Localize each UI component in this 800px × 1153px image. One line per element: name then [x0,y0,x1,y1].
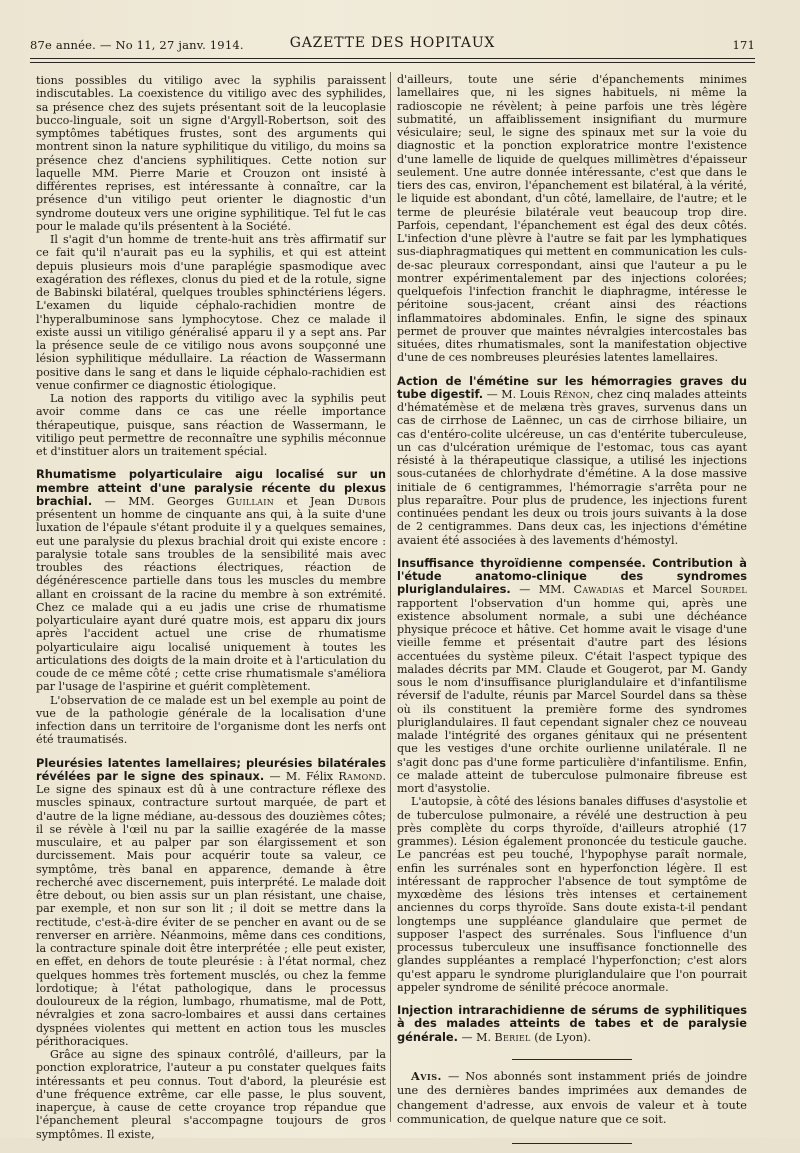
section-insuffisance-thyroidienne [397,557,747,796]
paragraph: Il s'agit d'un homme de trente-huit ans très affirmatif sur ce fait qu'il n'aurait pas eu la syphilis, et qui est atteint depuis plusieurs mois d'une paraplégie spasmodique avec exagération des réflexes, clonus du pied et de la rotule, signe de Babinski bilatéral, quelques troubles sphinctériens légers. L'examen du liquide céphalo-rachidien montre de l'hyperalbuminose sans lymphocytose. Chez ce malade il existe aussi un vitiligo généralisé apparu il y a sept ans. Par la présence seule de ce vitiligo nous avons soupçonné une lésion syphilitique médullaire. La réaction de Wassermann positive dans le sang et dans le liquide céphalo-rachidien est venue confirmer ce diagnostic étiologique. [36,233,386,392]
text-run: — M. [457,1030,495,1044]
header-rule-thin [30,62,755,63]
issue-info: 87e année. — No 11, 27 janv. 1914. [30,38,244,52]
author-name: Beriel [494,1030,531,1044]
text-run: (de Lyon). [530,1030,591,1044]
text-run: , chez cinq malades atteints d'hématémèse et de melæna très graves, survenus dans un cas de cirrhose de Laënnec, un cas de cirrhose biliaire, un cas d'entéro-colite ulcéreuse, un cas d'entérite tuberculeuse, un cas d'ulcération urémique de l'estomac, tous cas ayant résisté à la thérapeutique classique, a utilisé les injections sous-cutanées de chlorhydrate d'émétine. A la dose massive initiale de 6 centigrammes, l'hémorragie s'arrêta pour ne plus reparaître. Pour plus de prudence, les injections furent continuées pendant les deux ou trois jours suivants à la dose de 2 centigrammes. Dans deux cas, les injections d'émétine avaient été associées à des lavements d'hémostyl. [397,387,747,547]
text-run: — M. Louis [483,387,554,401]
paragraph: d'ailleurs, toute une série d'épanchements minimes lamellaires que, ni les signes habituels, ni même la radioscopie ne révèlent; à peine parfois une très légère submatité, un affaiblissement insignifiant du murmure vésiculaire; seul, le signe des spinaux met sur la voie du diagnostic et la ponction exploratrice montre l'existence d'une lamelle de liquide de quelques millimètres d'épaisseur seulement. Une autre donnée intéressante, c'est que dans le tiers des cas, environ, l'épanchement est bilatéral, à la vérité, le liquide est abondant, d'un côté, lamellaire, de l'autre; et le terme de pleurésie bilatérale veut beaucoup trop dire. Parfois, cependant, l'épanchement est égal des deux côtés. L'infection d'une plèvre à l'autre se fait par les lymphatiques sus-diaphragmatiques qui mettent en communication les culs-de-sac pleuraux correspondant, ainsi que l'auteur a pu le montrer expérimentalement par des injections colorées; quelquefois l'infection franchit le diaphragme, intéresse le péritoine sous-jacent, créant ainsi des réactions inflammatoires abdominales. Enfin, le signe des spinaux permet de prouver que maintes névralgies intercostales bas situées, dites rhumatismales, sont la manifestation objective d'une de ces nombreuses pleurésies latentes lamellaires. [397,73,747,365]
text-run: présentent un homme de cinquante ans qui, à la suite d'une luxation de l'épaule s'étant produite il y a quelques semaines, eut une paralysie du plexus brachial droit qui existe encore : paralysie totale sans troubles de la sensibilité mais avec troubles des réactions électriques, réaction de dégénérescence partielle dans tous les muscles du membre allant en croissant de la racine du membre à son extrémité. Chez ce malade qui a eu jadis une crise de rhumatisme polyarticulaire ayant duré quatre mois, est apparu dix jours après l'accident actuel une crise de rhumatisme polyarticulaire aigu localisé uniquement à toutes les articulations des doigts de la main droite et à l'articulation du coude de ce même côté ; cette crise rhumatismale s'améliora par l'usage de l'aspirine et guérit complètement. [36,508,386,694]
page-header [30,32,755,54]
author-name: Ramond [338,769,383,783]
paragraph: Grâce au signe des spinaux contrôlé, d'ailleurs, par la ponction exploratrice, l'auteur a pu constater quelques faits intéressants et peu connus. Tout d'abord, la pleurésie est d'une fréquence extrême, car elle passe, le plus souvent, inaperçue, à cause de cette croyance trop répandue que l'épanchement pleural s'accompagne toujours de gros symptômes. Il existe, [36,1048,386,1141]
section-pleuresies [36,757,386,1049]
author-name: Dubois [347,494,386,508]
header-rule-thick [30,58,755,59]
section-injection-intrarachidienne [397,1004,747,1044]
text-run: et Jean [274,494,348,508]
text-run: — MM. Georges [92,494,227,508]
paragraph: L'autopsie, à côté des lésions banales diffuses d'asystolie et de tuberculose pulmonaire, a révélé une destruction à peu près complète du corps thyroïde, d'ailleurs atrophié (17 grammes). Lésion également prononcée du testicule gauche. Le pancréas est peu touché, l'hypophyse paraît normale, enfin les surrénales sont en hyperfonction légère. Il est intéressant de rapprocher l'absence de tout symptôme de myxœdème des lésions très intenses et certainement anciennes du corps thyroïde. Sans doute exista-t-il pendant longtemps une suppléance glandulaire que permet de supposer l'aspect des surrénales. Sous l'influence d'un processus tuberculeux une insuffisance fonctionnelle des glandes suppléantes a remplacé l'hyperfonction; c'est alors qu'est apparu le syndrome pluriglandulaire que l'on pourrait appeler syndrome de sénilité précoce anormale. [397,795,747,994]
section-emetine [397,375,747,547]
paragraph: tions possibles du vitiligo avec la syphilis paraissent indiscutables. La coexistence du vitiligo avec des syphilides, sa présence chez des sujets présentant soit de la leucoplasie bucco-linguale, soit un signe d'Argyll-Robertson, soit des symptômes tabétiques frustes, sont des arguments qui montrent sinon la nature syphilitique du vitiligo, du moins sa présence chez d'anciens syphilitiques. Cette notion sur laquelle MM. Pierre Marie et Crouzon ont insisté à différentes reprises, est intéressante à connaître, car la présence d'un vitiligo peut orienter le diagnostic d'un syndrome douteux vers une origine syphilitique. Tel fut le cas pour le malade qu'ils présentent à la Société. [36,74,386,233]
author-name: Cawadias [573,583,625,597]
page-number: 171 [732,38,755,52]
paragraph: La notion des rapports du vitiligo avec la syphilis peut avoir comme dans ce cas une réelle importance thérapeutique, puisque, sans réaction de Wassermann, le vitiligo peut permettre de reconnaître une syphilis méconnue et d'instituer alors un traitement spécial. [36,392,386,458]
paragraph: L'observation de ce malade est un bel exemple au point de vue de la pathologie générale de la localisation d'une infection dans un territoire de l'organisme dont les nerfs ont été traumatisés. [36,693,386,747]
text-run: . Le signe des spinaux est dû à une contracture réflexe des muscles spinaux, contracture surtout marquée, de part et d'autre de la ligne médiane, au-dessous des douzièmes côtes; il se révèle à l'œil nu par la saillie exagérée de la masse musculaire, et au palper par son élargissement et son durcissement. Mais pour acquérir toute sa valeur, ce symptôme, très banal en apparence, demande à être recherché avec discernement, puis interprété. Le malade doit être debout, ou bien assis sur un plan résistant, une chaise, par exemple, et non sur son lit ; il doit se mettre dans la rectitude, c'est-à-dire éviter de se pencher en avant ou de se renverser en arrière. Néanmoins, même dans ces conditions, la contracture spinale doit être interprétée ; elle peut exister, en effet, en dehors de toute pleurésie : à l'état normal, chez quelques hommes très fortement musclés, ou chez la femme lordotique; à l'état pathologique, dans le processus douloureux de la région, lumbago, rhumatisme, mal de Pott, névralgies et zona sacro-lombaires et aussi dans certaines dyspnées violentes qui mettent en action tous les muscles périthoraciques. [36,769,387,1048]
section-heading: Insuffisance thyroïdienne compensée. Contribution à l'étude anatomo-clinique des syndromes pluriglandulaires. [397,555,747,597]
text-run: — MM. [510,583,574,597]
section-heading: Action de l'émétine sur les hémorragies graves du tube digestif. [397,373,747,401]
author-name: Rénon [553,387,590,401]
text-run: rapportent l'observation d'un homme qui, après une existence absolument normale, a subi une déchéance physique précoce et hâtive. Cet homme avait le visage d'une vieille femme et présentait d'autre part des lésions accentuées du système pileux. C'était l'aspect typique des malades décrits par MM. Claude et Gougerot, par M. Gandy sous le nom d'insuffisance pluriglandulaire et d'infantilisme réversif de l'adulte, réunis par Marcel Sourdel dans sa thèse où ils constituent la première forme des syndromes pluriglandulaires. Il faut cependant signaler chez ce nouveau malade l'intégrité des organes génitaux qui ne présentent que les vestiges d'une orchite ourlienne unilatérale. Il ne s'agit donc pas d'une forme particulière d'infantilisme. Enfin, ce malade atteint de tuberculose pulmonaire fibreuse est mort d'asystolie. [397,596,747,795]
notice-paragraph [397,1069,747,1128]
author-name: Sourdel [700,583,747,597]
right-column [397,73,747,1153]
author-name: Guillain [226,494,275,508]
column-divider [390,72,391,1122]
section-rhumatisme [36,468,386,693]
left-column [36,74,386,1141]
ornamental-separator [397,1053,747,1059]
section-heading: Rhumatisme polyarticulaire aigu localisé sur un membre atteint d'une paralysie récente du plexus brachial. [36,467,386,508]
text-run: — M. Félix [264,769,339,783]
notice-label: Avis. [411,1068,442,1083]
text-run: et Marcel [624,583,701,597]
notice-text: — Nos abonnés sont instamment priés de joindre une des dernières bandes imprimées aux demandes de changement d'adresse, aux envois de valeur et à toute communication, de quelque nature que ce soit. [397,1069,747,1127]
section-heading: Pleurésies latentes lamellaires; pleurésies bilatérales révélées par le signe des spinaux. [36,755,386,783]
notice-box [397,1069,747,1128]
section-heading: Injection intrarachidienne de sérums de syphilitiques à des malades atteints de tabes et de paralysie générale. [397,1003,747,1044]
journal-title: GAZETTE DES HOPITAUX [289,35,496,51]
